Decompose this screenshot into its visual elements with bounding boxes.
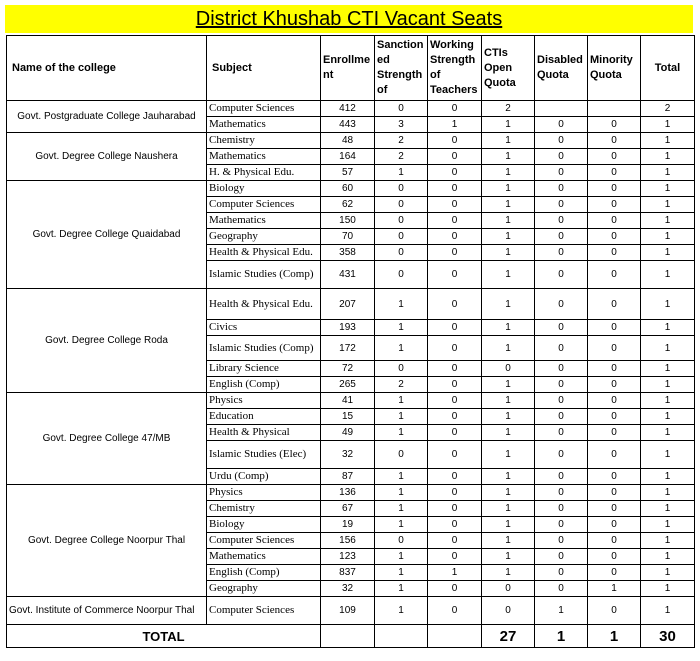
- total-label: TOTAL: [7, 625, 321, 648]
- minority-cell: 0: [588, 197, 641, 213]
- header-total: Total: [641, 36, 695, 101]
- sanctioned-cell: 0: [375, 213, 428, 229]
- sanctioned-cell: 1: [375, 320, 428, 336]
- total-cell: 1: [641, 501, 695, 517]
- disabled-cell: 0: [535, 517, 588, 533]
- total-cell: 1: [641, 565, 695, 581]
- minority-cell: 0: [588, 501, 641, 517]
- header-working: Working Strength of Teachers: [428, 36, 482, 101]
- subject-cell: Mathematics: [207, 117, 321, 133]
- subject-cell: Computer Sciences: [207, 197, 321, 213]
- header-subject: Subject: [207, 36, 321, 101]
- minority-cell: 0: [588, 409, 641, 425]
- disabled-cell: 0: [535, 441, 588, 469]
- subject-cell: Geography: [207, 229, 321, 245]
- working-cell: 0: [428, 361, 482, 377]
- disabled-cell: 0: [535, 549, 588, 565]
- disabled-cell: 0: [535, 133, 588, 149]
- enrollment-cell: 15: [321, 409, 375, 425]
- subject-cell: Islamic Studies (Elec): [207, 441, 321, 469]
- header-college: Name of the college: [7, 36, 207, 101]
- sanctioned-cell: 1: [375, 165, 428, 181]
- minority-cell: 0: [588, 361, 641, 377]
- sanctioned-cell: 0: [375, 533, 428, 549]
- disabled-cell: 0: [535, 261, 588, 289]
- working-cell: 0: [428, 229, 482, 245]
- subject-cell: Health & Physical Edu.: [207, 245, 321, 261]
- vacant-seats-table: [6, 35, 695, 648]
- working-cell: 0: [428, 101, 482, 117]
- total-ctis: 27: [482, 625, 535, 648]
- total-cell: 1: [641, 441, 695, 469]
- total-cell: 1: [641, 165, 695, 181]
- ctis-cell: 1: [482, 336, 535, 361]
- enrollment-cell: 172: [321, 336, 375, 361]
- header-minority: Minority Quota: [588, 36, 641, 101]
- table-row: [7, 393, 695, 409]
- minority-cell: 0: [588, 517, 641, 533]
- working-cell: 0: [428, 469, 482, 485]
- table-row: [7, 289, 695, 320]
- disabled-cell: [535, 101, 588, 117]
- total-disabled: 1: [535, 625, 588, 648]
- ctis-cell: 2: [482, 101, 535, 117]
- disabled-cell: 0: [535, 469, 588, 485]
- total-cell: 1: [641, 549, 695, 565]
- total-cell: 1: [641, 581, 695, 597]
- subject-cell: Library Science: [207, 361, 321, 377]
- college-name-cell: Govt. Degree College Roda: [7, 289, 207, 393]
- sanctioned-cell: 0: [375, 261, 428, 289]
- working-cell: 0: [428, 425, 482, 441]
- header-ctis: CTIs Open Quota: [482, 36, 535, 101]
- disabled-cell: 0: [535, 393, 588, 409]
- working-cell: 0: [428, 165, 482, 181]
- working-cell: 0: [428, 133, 482, 149]
- working-cell: 0: [428, 409, 482, 425]
- subject-cell: Mathematics: [207, 549, 321, 565]
- table-row: [7, 485, 695, 501]
- total-cell: 1: [641, 533, 695, 549]
- total-cell: 1: [641, 117, 695, 133]
- enrollment-cell: 431: [321, 261, 375, 289]
- ctis-cell: 1: [482, 133, 535, 149]
- total-cell: 1: [641, 245, 695, 261]
- total-cell: 1: [641, 181, 695, 197]
- total-row: [7, 625, 695, 648]
- total-cell: 1: [641, 597, 695, 625]
- minority-cell: 0: [588, 377, 641, 393]
- minority-cell: 0: [588, 245, 641, 261]
- subject-cell: English (Comp): [207, 565, 321, 581]
- total-cell: 2: [641, 101, 695, 117]
- ctis-cell: 1: [482, 320, 535, 336]
- sanctioned-cell: 1: [375, 469, 428, 485]
- disabled-cell: 0: [535, 409, 588, 425]
- disabled-cell: 0: [535, 425, 588, 441]
- working-cell: 0: [428, 245, 482, 261]
- subject-cell: Chemistry: [207, 501, 321, 517]
- disabled-cell: 0: [535, 197, 588, 213]
- minority-cell: 0: [588, 597, 641, 625]
- minority-cell: 0: [588, 289, 641, 320]
- enrollment-cell: 62: [321, 197, 375, 213]
- subject-cell: H. & Physical Edu.: [207, 165, 321, 181]
- ctis-cell: 0: [482, 581, 535, 597]
- ctis-cell: 1: [482, 289, 535, 320]
- ctis-cell: 1: [482, 469, 535, 485]
- ctis-cell: 1: [482, 377, 535, 393]
- page-title: District Khushab CTI Vacant Seats: [195, 8, 503, 30]
- total-cell: 1: [641, 149, 695, 165]
- enrollment-cell: 60: [321, 181, 375, 197]
- subject-cell: Computer Sciences: [207, 597, 321, 625]
- working-cell: 0: [428, 581, 482, 597]
- subject-cell: Computer Sciences: [207, 101, 321, 117]
- sanctioned-cell: 0: [375, 181, 428, 197]
- enrollment-cell: 48: [321, 133, 375, 149]
- ctis-cell: 1: [482, 517, 535, 533]
- ctis-cell: 1: [482, 261, 535, 289]
- disabled-cell: 0: [535, 581, 588, 597]
- disabled-cell: 0: [535, 245, 588, 261]
- total-cell: 1: [641, 213, 695, 229]
- total-total: 30: [641, 625, 695, 648]
- working-cell: 0: [428, 197, 482, 213]
- total-cell: 1: [641, 377, 695, 393]
- working-cell: 0: [428, 485, 482, 501]
- working-cell: 0: [428, 213, 482, 229]
- total-cell: 1: [641, 361, 695, 377]
- total-cell: 1: [641, 469, 695, 485]
- ctis-cell: 1: [482, 149, 535, 165]
- total-cell: 1: [641, 261, 695, 289]
- sanctioned-cell: 1: [375, 393, 428, 409]
- minority-cell: 0: [588, 181, 641, 197]
- enrollment-cell: 70: [321, 229, 375, 245]
- minority-cell: 0: [588, 117, 641, 133]
- sanctioned-cell: 1: [375, 336, 428, 361]
- header-enrollment: Enrollme nt: [321, 36, 375, 101]
- enrollment-cell: 57: [321, 165, 375, 181]
- ctis-cell: 1: [482, 485, 535, 501]
- enrollment-cell: 358: [321, 245, 375, 261]
- subject-cell: Civics: [207, 320, 321, 336]
- disabled-cell: 0: [535, 181, 588, 197]
- disabled-cell: 0: [535, 320, 588, 336]
- total-enrollment: [321, 625, 375, 648]
- table-row: [7, 101, 695, 117]
- disabled-cell: 0: [535, 165, 588, 181]
- ctis-cell: 1: [482, 165, 535, 181]
- ctis-cell: 0: [482, 361, 535, 377]
- sanctioned-cell: 1: [375, 597, 428, 625]
- working-cell: 0: [428, 441, 482, 469]
- disabled-cell: 0: [535, 501, 588, 517]
- minority-cell: 0: [588, 133, 641, 149]
- subject-cell: Islamic Studies (Comp): [207, 336, 321, 361]
- subject-cell: Geography: [207, 581, 321, 597]
- total-minority: 1: [588, 625, 641, 648]
- college-name-cell: Govt. Postgraduate College Jauharabad: [7, 101, 207, 133]
- disabled-cell: 0: [535, 377, 588, 393]
- minority-cell: 0: [588, 549, 641, 565]
- subject-cell: Health & Physical: [207, 425, 321, 441]
- enrollment-cell: 87: [321, 469, 375, 485]
- enrollment-cell: 32: [321, 581, 375, 597]
- working-cell: 0: [428, 289, 482, 320]
- college-name-cell: Govt. Degree College 47/MB: [7, 393, 207, 485]
- header-row: [7, 36, 695, 101]
- enrollment-cell: 150: [321, 213, 375, 229]
- college-name-cell: Govt. Degree College Naushera: [7, 133, 207, 181]
- table-body: [7, 101, 695, 625]
- subject-cell: Physics: [207, 485, 321, 501]
- working-cell: 1: [428, 565, 482, 581]
- college-name-cell: Govt. Degree College Quaidabad: [7, 181, 207, 289]
- sanctioned-cell: 2: [375, 149, 428, 165]
- sanctioned-cell: 1: [375, 425, 428, 441]
- sanctioned-cell: 0: [375, 361, 428, 377]
- total-cell: 1: [641, 133, 695, 149]
- subject-cell: Urdu (Comp): [207, 469, 321, 485]
- enrollment-cell: 49: [321, 425, 375, 441]
- sanctioned-cell: 1: [375, 549, 428, 565]
- enrollment-cell: 67: [321, 501, 375, 517]
- total-cell: 1: [641, 289, 695, 320]
- college-name-cell: Govt. Degree College Noorpur Thal: [7, 485, 207, 597]
- working-cell: 0: [428, 517, 482, 533]
- enrollment-cell: 19: [321, 517, 375, 533]
- minority-cell: 0: [588, 425, 641, 441]
- sanctioned-cell: 1: [375, 485, 428, 501]
- subject-cell: Chemistry: [207, 133, 321, 149]
- sanctioned-cell: 0: [375, 245, 428, 261]
- total-cell: 1: [641, 409, 695, 425]
- working-cell: 0: [428, 393, 482, 409]
- working-cell: 0: [428, 597, 482, 625]
- title-banner: [5, 5, 693, 33]
- enrollment-cell: 109: [321, 597, 375, 625]
- total-cell: 1: [641, 320, 695, 336]
- sanctioned-cell: 3: [375, 117, 428, 133]
- total-cell: 1: [641, 336, 695, 361]
- enrollment-cell: 265: [321, 377, 375, 393]
- sanctioned-cell: 0: [375, 101, 428, 117]
- enrollment-cell: 207: [321, 289, 375, 320]
- minority-cell: 0: [588, 320, 641, 336]
- sanctioned-cell: 1: [375, 565, 428, 581]
- table-row: [7, 597, 695, 625]
- working-cell: 0: [428, 181, 482, 197]
- working-cell: 1: [428, 117, 482, 133]
- ctis-cell: 1: [482, 213, 535, 229]
- table-row: [7, 181, 695, 197]
- ctis-cell: 1: [482, 501, 535, 517]
- subject-cell: Computer Sciences: [207, 533, 321, 549]
- subject-cell: Mathematics: [207, 149, 321, 165]
- ctis-cell: 1: [482, 393, 535, 409]
- enrollment-cell: 32: [321, 441, 375, 469]
- total-cell: 1: [641, 197, 695, 213]
- disabled-cell: 1: [535, 597, 588, 625]
- sanctioned-cell: 1: [375, 581, 428, 597]
- sanctioned-cell: 1: [375, 409, 428, 425]
- enrollment-cell: 412: [321, 101, 375, 117]
- subject-cell: English (Comp): [207, 377, 321, 393]
- ctis-cell: 0: [482, 597, 535, 625]
- total-cell: 1: [641, 425, 695, 441]
- minority-cell: 0: [588, 336, 641, 361]
- subject-cell: Physics: [207, 393, 321, 409]
- minority-cell: 0: [588, 261, 641, 289]
- subject-cell: Islamic Studies (Comp): [207, 261, 321, 289]
- subject-cell: Biology: [207, 181, 321, 197]
- working-cell: 0: [428, 501, 482, 517]
- disabled-cell: 0: [535, 361, 588, 377]
- minority-cell: 1: [588, 581, 641, 597]
- total-cell: 1: [641, 517, 695, 533]
- disabled-cell: 0: [535, 229, 588, 245]
- college-name-cell: Govt. Institute of Commerce Noorpur Thal: [7, 597, 207, 625]
- enrollment-cell: 443: [321, 117, 375, 133]
- sanctioned-cell: 2: [375, 377, 428, 393]
- sanctioned-cell: 1: [375, 289, 428, 320]
- enrollment-cell: 136: [321, 485, 375, 501]
- ctis-cell: 1: [482, 245, 535, 261]
- disabled-cell: 0: [535, 149, 588, 165]
- working-cell: 0: [428, 377, 482, 393]
- minority-cell: 0: [588, 165, 641, 181]
- ctis-cell: 1: [482, 441, 535, 469]
- working-cell: 0: [428, 320, 482, 336]
- sanctioned-cell: 1: [375, 501, 428, 517]
- disabled-cell: 0: [535, 213, 588, 229]
- total-sanctioned: [375, 625, 428, 648]
- total-cell: 1: [641, 485, 695, 501]
- enrollment-cell: 156: [321, 533, 375, 549]
- subject-cell: Health & Physical Edu.: [207, 289, 321, 320]
- disabled-cell: 0: [535, 117, 588, 133]
- ctis-cell: 1: [482, 117, 535, 133]
- total-cell: 1: [641, 229, 695, 245]
- header-disabled: Disabled Quota: [535, 36, 588, 101]
- minority-cell: [588, 101, 641, 117]
- ctis-cell: 1: [482, 229, 535, 245]
- ctis-cell: 1: [482, 197, 535, 213]
- enrollment-cell: 164: [321, 149, 375, 165]
- enrollment-cell: 41: [321, 393, 375, 409]
- working-cell: 0: [428, 149, 482, 165]
- disabled-cell: 0: [535, 565, 588, 581]
- sanctioned-cell: 2: [375, 133, 428, 149]
- ctis-cell: 1: [482, 565, 535, 581]
- minority-cell: 0: [588, 229, 641, 245]
- enrollment-cell: 123: [321, 549, 375, 565]
- subject-cell: Education: [207, 409, 321, 425]
- disabled-cell: 0: [535, 289, 588, 320]
- minority-cell: 0: [588, 533, 641, 549]
- working-cell: 0: [428, 261, 482, 289]
- minority-cell: 0: [588, 213, 641, 229]
- minority-cell: 0: [588, 485, 641, 501]
- disabled-cell: 0: [535, 485, 588, 501]
- sanctioned-cell: 1: [375, 517, 428, 533]
- header-sanctioned: Sanction ed Strength of: [375, 36, 428, 101]
- working-cell: 0: [428, 549, 482, 565]
- working-cell: 0: [428, 533, 482, 549]
- ctis-cell: 1: [482, 409, 535, 425]
- disabled-cell: 0: [535, 336, 588, 361]
- subject-cell: Mathematics: [207, 213, 321, 229]
- minority-cell: 0: [588, 149, 641, 165]
- enrollment-cell: 837: [321, 565, 375, 581]
- table-row: [7, 133, 695, 149]
- working-cell: 0: [428, 336, 482, 361]
- total-working: [428, 625, 482, 648]
- sanctioned-cell: 0: [375, 229, 428, 245]
- minority-cell: 0: [588, 441, 641, 469]
- ctis-cell: 1: [482, 181, 535, 197]
- minority-cell: 0: [588, 565, 641, 581]
- enrollment-cell: 72: [321, 361, 375, 377]
- enrollment-cell: 193: [321, 320, 375, 336]
- subject-cell: Biology: [207, 517, 321, 533]
- sanctioned-cell: 0: [375, 441, 428, 469]
- minority-cell: 0: [588, 393, 641, 409]
- minority-cell: 0: [588, 469, 641, 485]
- sanctioned-cell: 0: [375, 197, 428, 213]
- disabled-cell: 0: [535, 533, 588, 549]
- total-cell: 1: [641, 393, 695, 409]
- ctis-cell: 1: [482, 549, 535, 565]
- ctis-cell: 1: [482, 533, 535, 549]
- ctis-cell: 1: [482, 425, 535, 441]
